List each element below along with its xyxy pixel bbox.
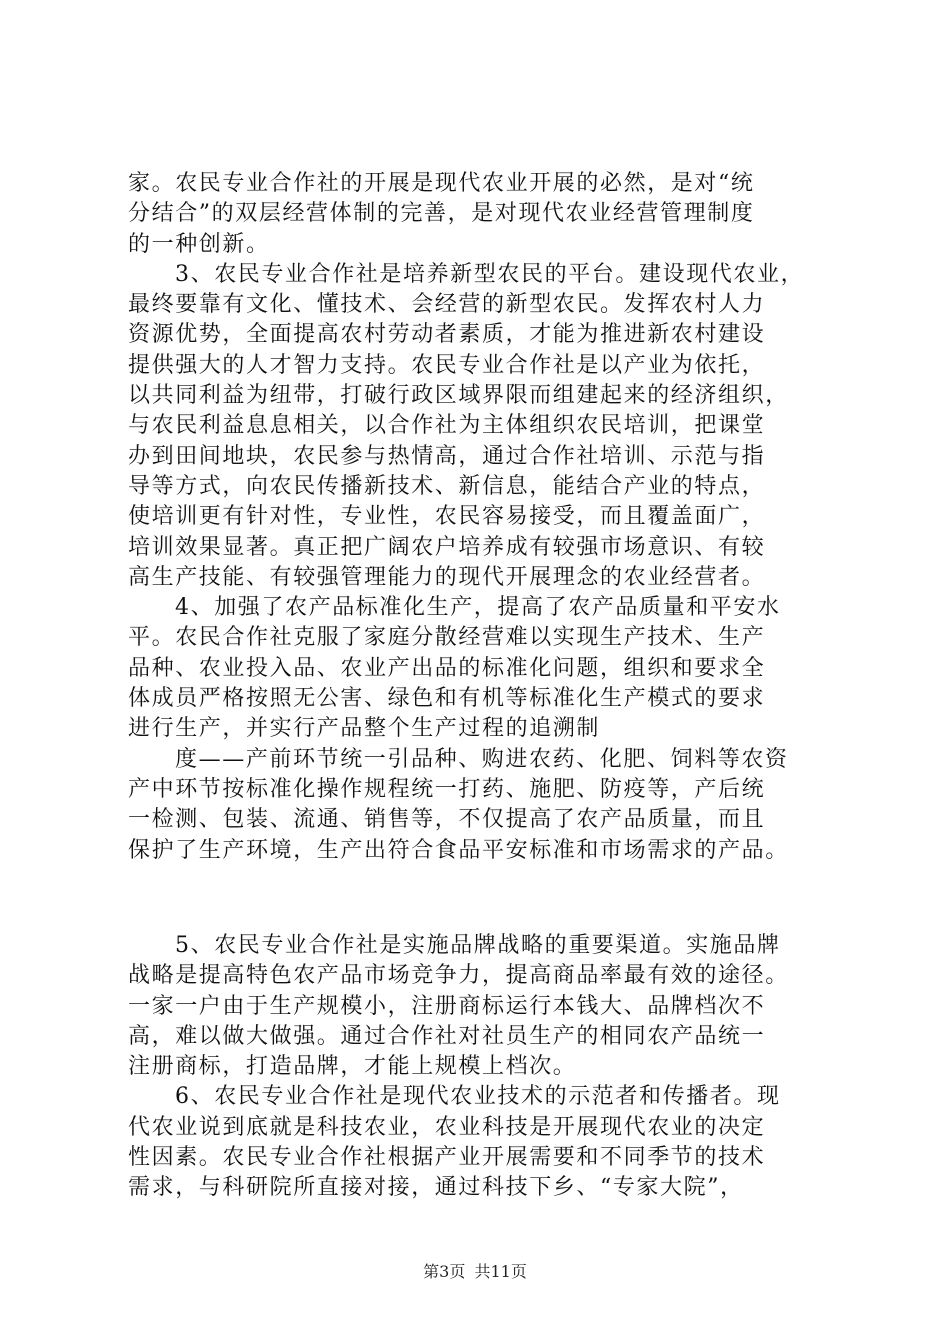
text-line: 的一种创新。: [128, 231, 270, 257]
paragraph-3-start: 3、农民专业合作社是培养新型农民的平台。建设现代农业，: [175, 261, 805, 287]
page-footer: [0, 1262, 950, 1282]
text-line: 办到田间地块，农民参与热情高，通过合作社培训、示范与指: [128, 443, 766, 469]
text-line: 高，难以做大做强。通过合作社对社员生产的相同农产品统一: [128, 1023, 766, 1049]
text-line: 与农民利益息息相关，以合作社为主体组织农民培训，把课堂: [128, 413, 766, 439]
text-line: 使培训更有针对性，专业性，农民容易接受，而且覆盖面广，: [128, 504, 766, 530]
text-line: 家。农民专业合作社的开展是现代农业开展的必然，是对“统: [128, 171, 755, 196]
text-line: 平。农民合作社克服了家庭分散经营难以实现生产技术、生产: [128, 625, 766, 651]
text-line: 品种、农业投入品、农业产出品的标准化问题，组织和要求全: [128, 655, 766, 681]
text-line: 进行生产，并实行产品整个生产过程的追溯制: [128, 716, 601, 742]
paragraph-4-start: 4、加强了农产品标准化生产，提高了农产品质量和平安水: [175, 595, 781, 621]
text-line: 以共同利益为纽带，打破行政区域界限而组建起来的经济组织，: [128, 383, 789, 409]
text-line: 最终要靠有文化、懂技术、会经营的新型农民。发挥农村人力: [128, 292, 766, 318]
text-line: 一家一户由于生产规模小，注册商标运行本钱大、品牌档次不: [128, 993, 766, 1019]
body-text-bottom: [128, 931, 838, 1204]
text-line: 保护了生产环境，生产出符合食品平安标准和市场需求的产品。: [128, 837, 789, 863]
text-line: 一检测、包装、流通、销售等，不仅提高了农产品质量，而且: [128, 807, 766, 833]
paragraph-6-start: 6、农民专业合作社是现代农业技术的示范者和传播者。现: [175, 1084, 781, 1110]
page-total: 共11页: [474, 1262, 527, 1281]
text-line: 需求，与科研院所直接对接，通过科技下乡、“专家大院”，: [128, 1175, 744, 1201]
text-line: 资源优势，全面提高农村劳动者素质，才能为推进新农村建设: [128, 322, 766, 348]
text-line: 提供强大的人才智力支持。农民专业合作社是以产业为依托，: [128, 352, 766, 378]
paragraph-5-start: 5、农民专业合作社是实施品牌战略的重要渠道。实施品牌: [175, 933, 781, 958]
text-line: 导等方式，向农民传播新技术、新信息，能结合产业的特点，: [128, 473, 766, 499]
text-line: 代农业说到底就是科技农业，农业科技是开展现代农业的决定: [128, 1114, 766, 1140]
text-line: 培训效果显著。真正把广阔农户培养成有较强市场意识、有较: [128, 534, 766, 560]
text-line: 性因素。农民专业合作社根据产业开展需要和不同季节的技术: [128, 1145, 766, 1171]
text-line: 体成员严格按照无公害、绿色和有机等标准化生产模式的要求: [128, 686, 766, 712]
text-line: 高生产技能、有较强管理能力的现代开展理念的农业经营者。: [128, 564, 766, 590]
text-line: 产中环节按标准化操作规程统一打药、施肥、防疫等，产后统: [128, 776, 766, 802]
text-line: 注册商标，打造品牌，才能上规模上档次。: [128, 1054, 577, 1080]
text-line: 分结合”的双层经营体制的完善，是对现代农业经营管理制度: [128, 201, 755, 227]
page-number: 第3页: [423, 1262, 466, 1281]
paragraph-4-continued: 度——产前环节统一引品种、购进农药、化肥、饲料等农资: [175, 746, 789, 772]
body-text-top: [128, 169, 838, 866]
text-line: 战略是提高特色农产品市场竞争力，提高商品率最有效的途径。: [128, 963, 789, 989]
